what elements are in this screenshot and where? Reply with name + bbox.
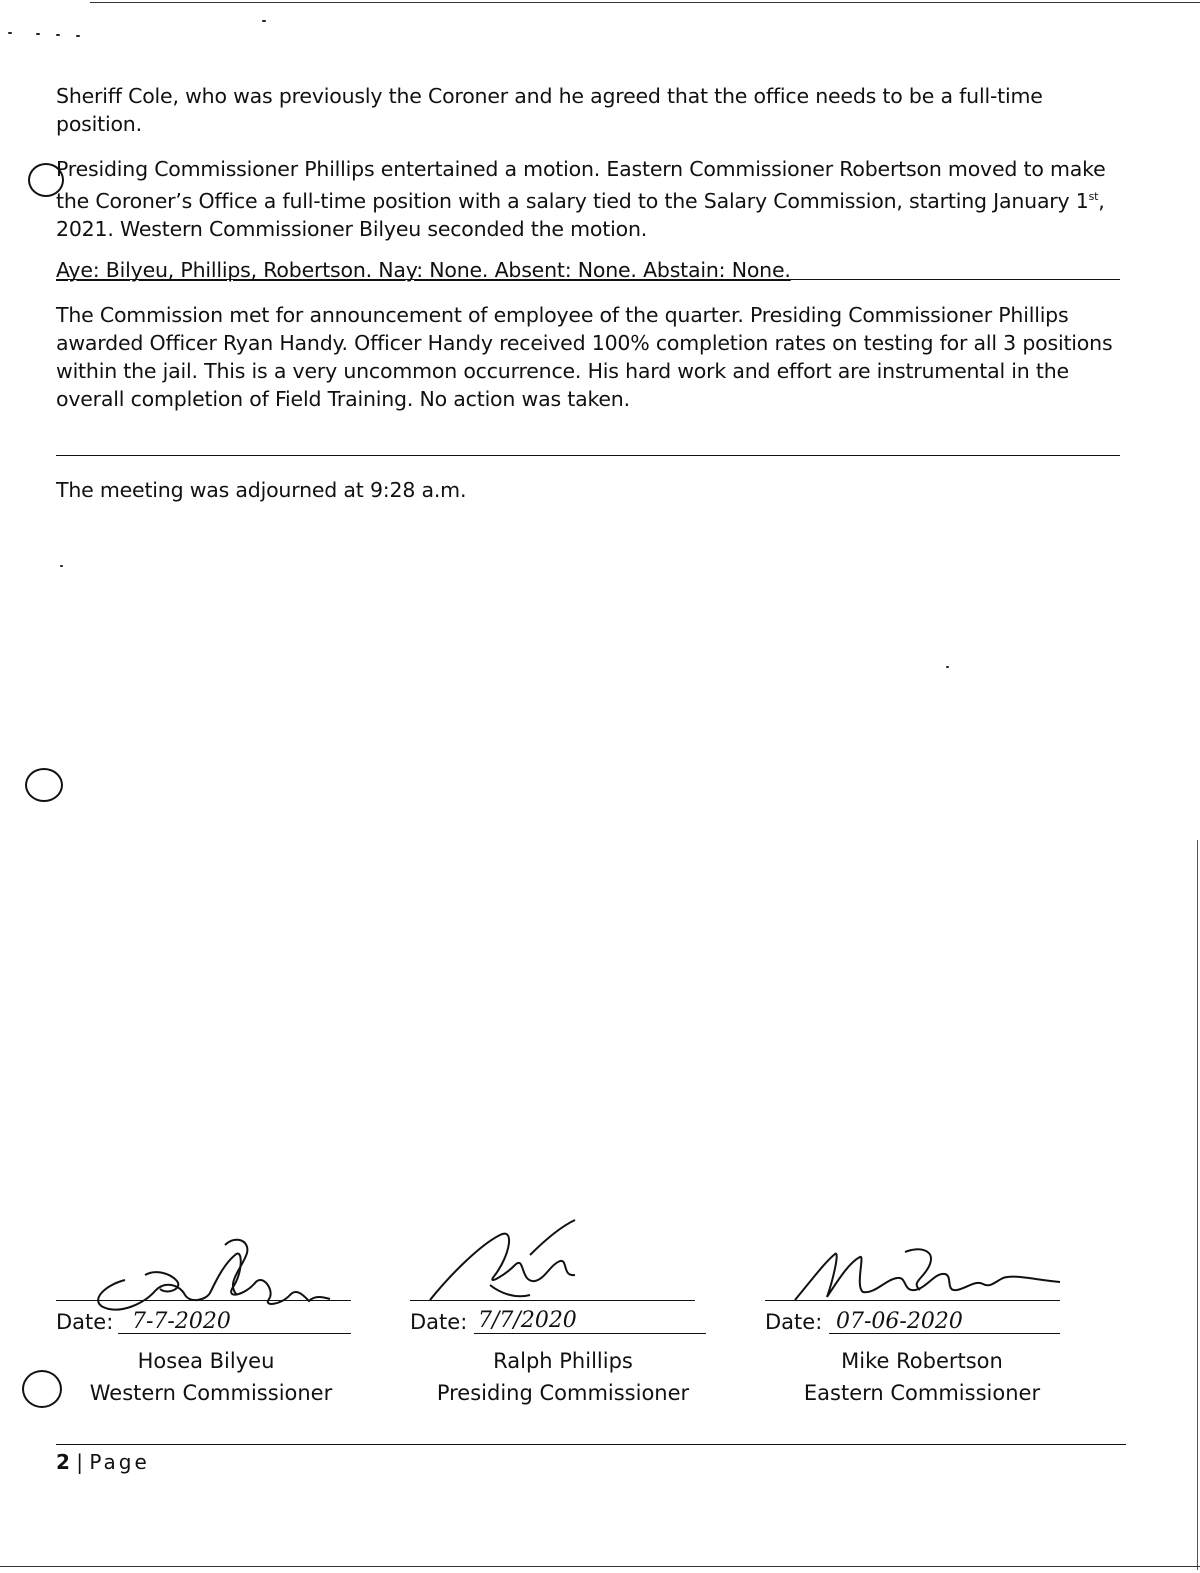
adjournment-statement: The meeting was adjourned at 9:28 a.m. [56,478,467,502]
date-label: Date: [56,1310,114,1334]
ordinal-suffix: st [1088,190,1099,203]
handwritten-signature-robertson [785,1242,1070,1307]
date-line [829,1333,1060,1334]
signature-line [410,1300,695,1301]
scan-edge-right [1197,840,1198,1570]
paragraph-sheriff-cole: Sheriff Cole, who was previously the Coroner and he agreed that the office needs to be a full-time position. [56,84,1043,136]
scan-speck [946,666,949,668]
vote-record: Aye: Bilyeu, Phillips, Robertson. Nay: None. Absent: None. Abstain: None. [56,258,791,282]
signer-name: Mike Robertson [841,1349,1003,1373]
vote-underline [56,279,1120,280]
signer-title: Eastern Commissioner [803,1381,1041,1405]
handwritten-signature-phillips [420,1215,620,1310]
section-divider [56,455,1120,456]
scan-speck [36,33,40,35]
motion-text-end: , 2021. Western Commissioner Bilyeu seconded the motion. [56,188,1105,241]
date-line [474,1333,706,1334]
page-word: Page [89,1450,150,1474]
scan-edge-top [90,2,1200,3]
date-line [118,1333,351,1334]
signer-name: Hosea Bilyeu [137,1349,275,1373]
hole-punch-mark [25,768,63,802]
signature-line [56,1300,351,1301]
paragraph-employee-of-quarter: The Commission met for announcement of employee of the quarter. Presiding Commissioner Phillips awarded Officer Ryan Handy. Officer Handy received 100% completion rates on testing for all 3 positions within the jail. This is a very uncommon occurrence. His hard work and effort are instrumental in the overall completion of Field Training. No action was taken. [56,303,1113,411]
paragraph-motion [56,155,1120,243]
scan-edge-bottom [0,1566,1200,1567]
scan-speck [56,34,60,36]
date-label: Date: [765,1310,823,1334]
date-value: 7-7-2020 [132,1309,231,1334]
footer-divider [56,1444,1126,1445]
signer-title: Western Commissioner [89,1381,333,1405]
scan-speck [76,35,80,37]
page-separator: | [69,1450,90,1474]
page-footer [56,1450,150,1474]
signer-title: Presiding Commissioner [436,1381,690,1405]
scan-speck [262,20,266,22]
motion-text: Presiding Commissioner Phillips entertained a motion. Eastern Commissioner Robertson moved to make the Coroner’s Office a full-time position with a salary tied to the Salary Commission, starting January 1 [56,157,1106,213]
signature-line [765,1300,1060,1301]
page-number: 2 [56,1450,70,1474]
scan-speck [8,32,12,34]
date-value: 07-06-2020 [836,1309,963,1334]
scan-speck [60,565,63,567]
date-value: 7/7/2020 [478,1308,577,1333]
date-label: Date: [410,1310,468,1334]
signer-name: Ralph Phillips [493,1349,633,1373]
